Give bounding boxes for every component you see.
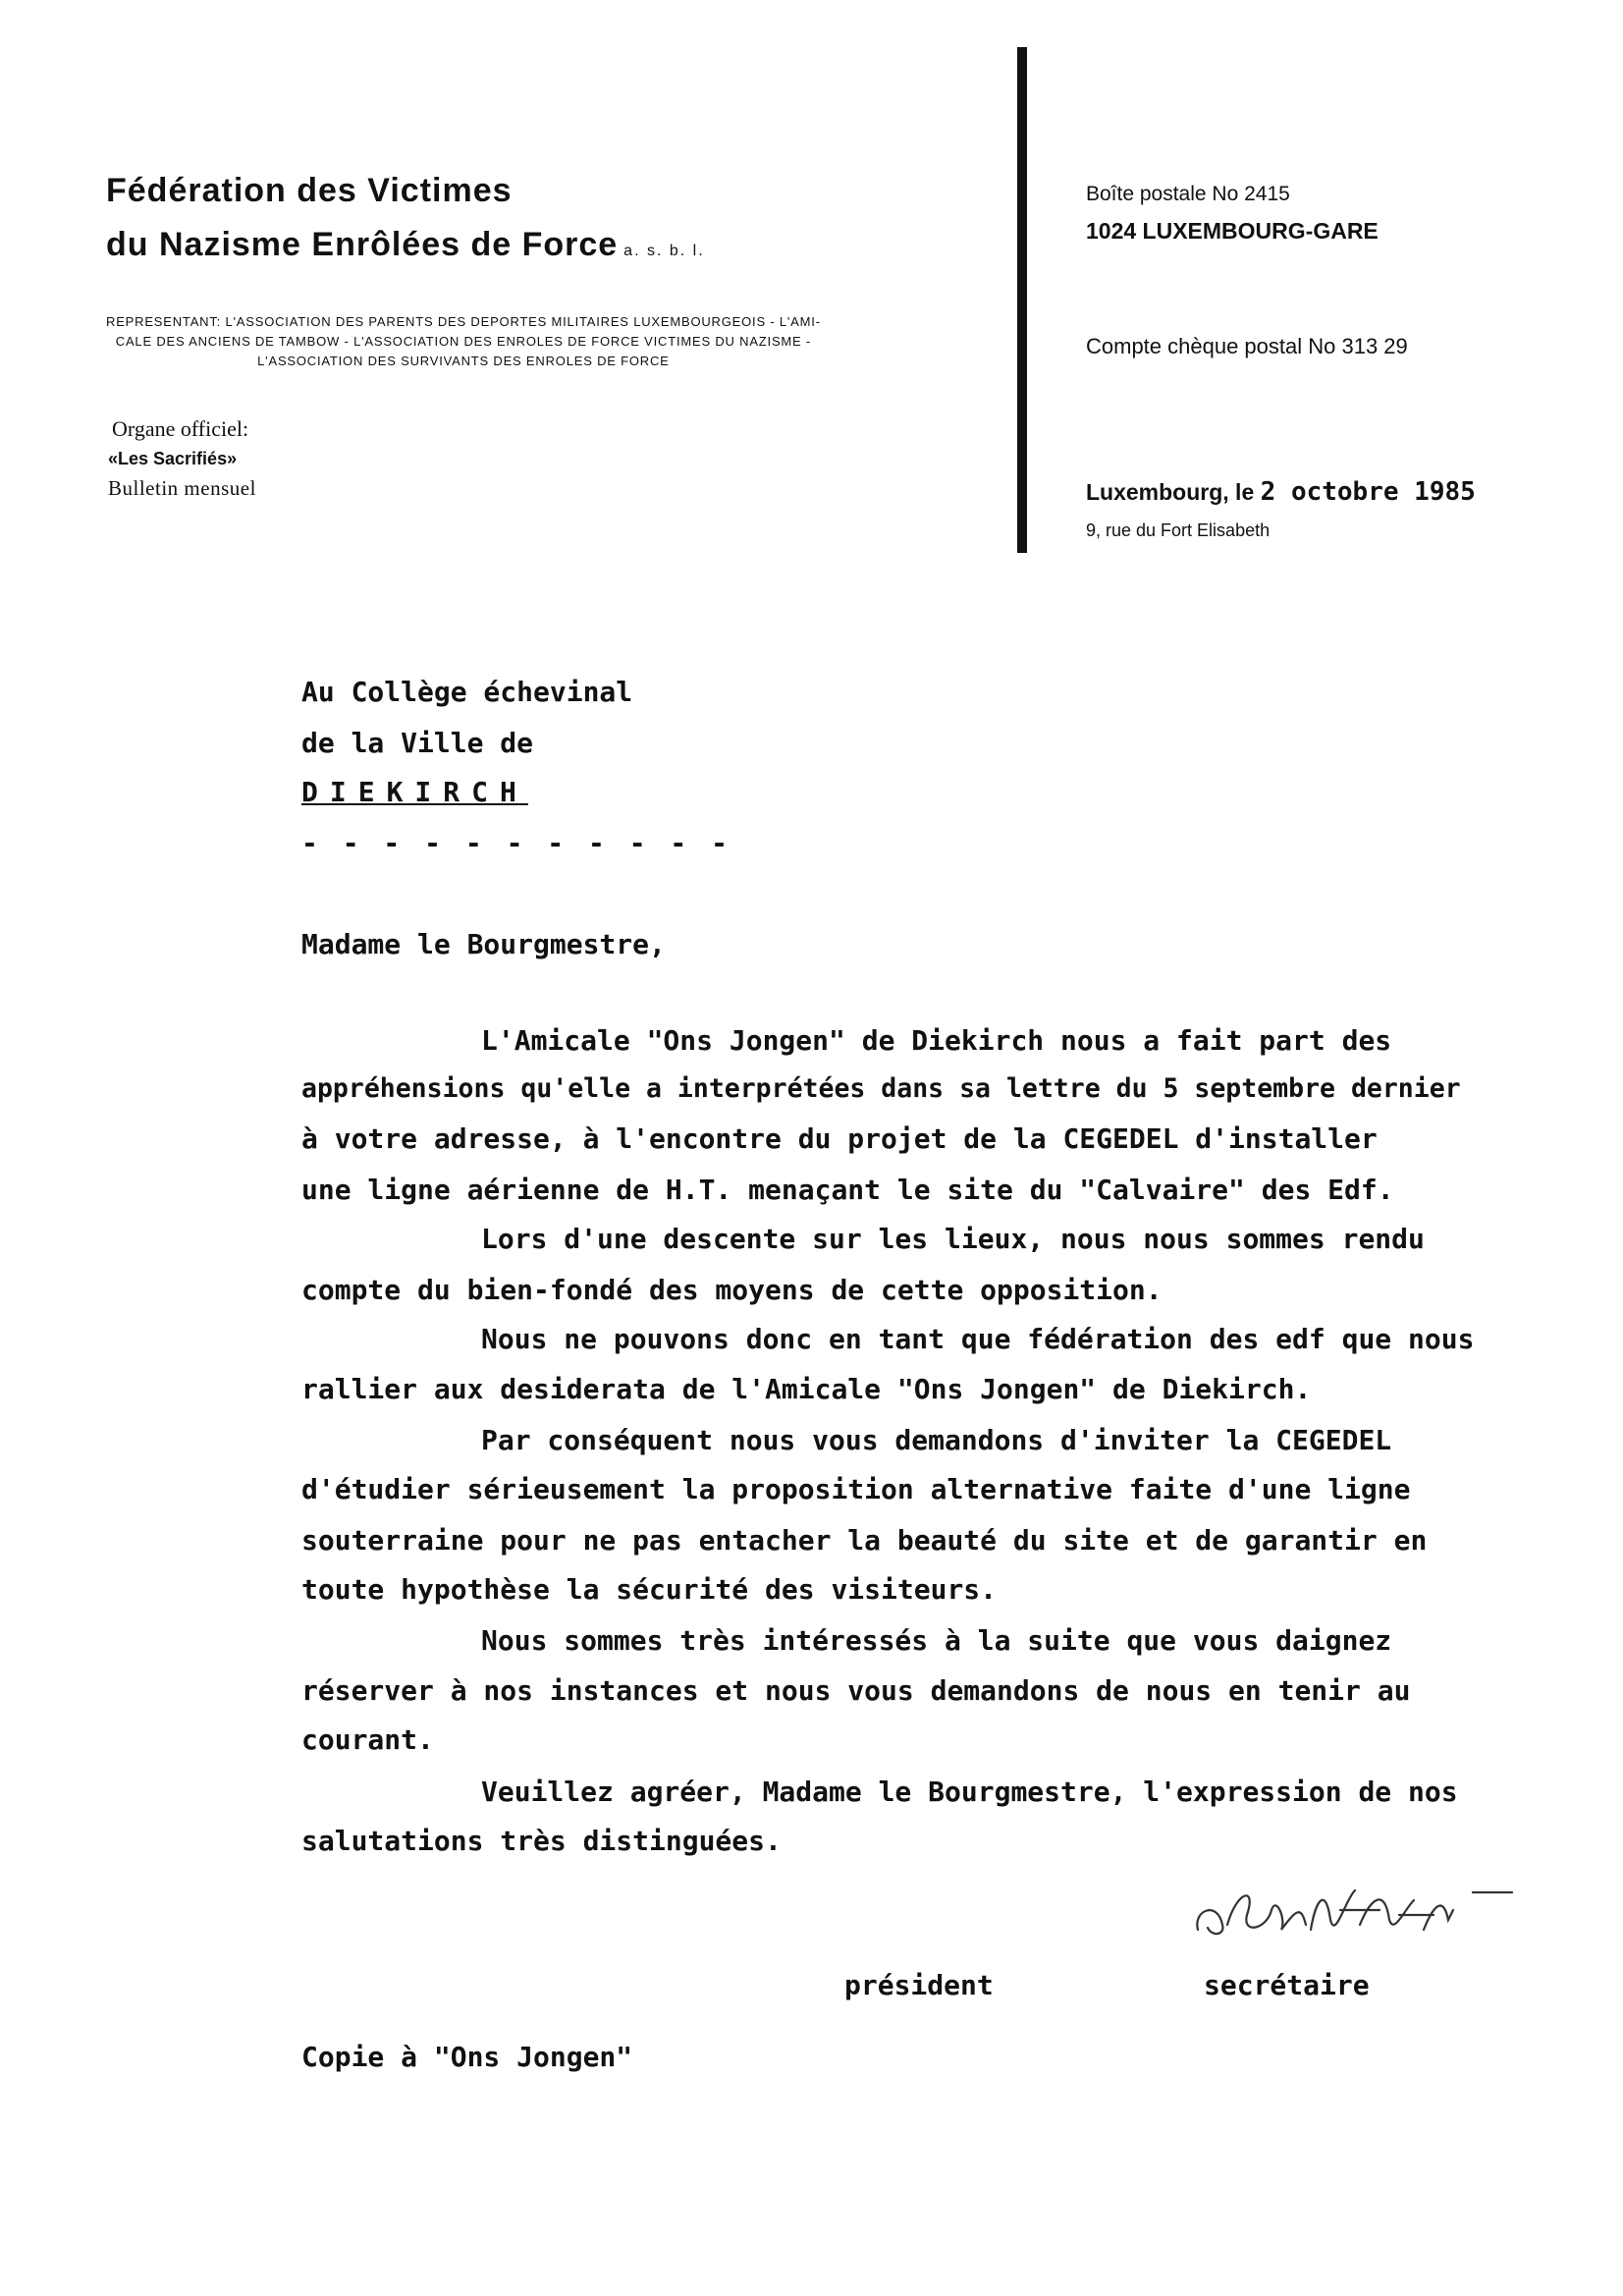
body-line: une ligne aérienne de H.T. menaçant le site du "Calvaire" des Edf. bbox=[301, 1174, 1394, 1206]
publication-frequency: Bulletin mensuel bbox=[108, 476, 256, 500]
recipient-city: DIEKIRCH bbox=[301, 776, 528, 808]
body-line: Nous sommes très intéressés à la suite que vous daignez bbox=[481, 1624, 1392, 1657]
body-line: souterraine pour ne pas entacher la beauté du site et de garantir en bbox=[301, 1524, 1428, 1557]
body-line: compte du bien-fondé des moyens de cette opposition. bbox=[301, 1274, 1163, 1306]
organe-officiel-label: Organe officiel: bbox=[112, 416, 249, 441]
body-line: L'Amicale "Ons Jongen" de Diekirch nous a fait part des bbox=[481, 1024, 1392, 1057]
representant-line: CALE DES ANCIENS DE TAMBOW - L'ASSOCIATION DES ENROLES DE FORCE VICTIMES DU NAZISME - bbox=[115, 334, 812, 349]
copy-notice: Copie à "Ons Jongen" bbox=[301, 2041, 633, 2073]
salutation: Madame le Bourgmestre, bbox=[301, 928, 666, 960]
organization-name-line2-text: du Nazisme Enrôlées de Force bbox=[106, 226, 619, 263]
body-line: Par conséquent nous vous demandons d'inviter la CEGEDEL bbox=[481, 1424, 1392, 1456]
body-line: toute hypothèse la sécurité des visiteurs. bbox=[301, 1573, 998, 1606]
body-line: rallier aux desiderata de l'Amicale "Ons Jongen" de Diekirch. bbox=[301, 1373, 1312, 1405]
place-date bbox=[1086, 477, 1476, 507]
handwritten-signature bbox=[1188, 1881, 1522, 1949]
postal-account: Compte chèque postal No 313 29 bbox=[1086, 334, 1408, 358]
body-line: appréhensions qu'elle a interprétées dans sa lettre du 5 septembre dernier bbox=[301, 1073, 1461, 1104]
postal-city: 1024 LUXEMBOURG-GARE bbox=[1086, 218, 1379, 244]
body-line: d'étudier sérieusement la proposition alternative faite d'une ligne bbox=[301, 1473, 1411, 1505]
place-label: Luxembourg, le bbox=[1086, 479, 1255, 505]
body-line: réserver à nos instances et nous vous demandons de nous en tenir au bbox=[301, 1674, 1411, 1707]
recipient-line2: de la Ville de bbox=[301, 727, 534, 759]
body-line: Nous ne pouvons donc en tant que fédération des edf que nous bbox=[481, 1323, 1475, 1355]
body-line: Veuillez agréer, Madame le Bourgmestre, l'expression de nos bbox=[481, 1776, 1458, 1808]
body-line: Lors d'une descente sur les lieux, nous nous sommes rendu bbox=[481, 1223, 1425, 1255]
organization-name-line1: Fédération des Victimes bbox=[106, 172, 513, 209]
header-divider bbox=[1017, 47, 1027, 553]
representant-line: L'ASSOCIATION DES SURVIVANTS DES ENROLES DE FORCE bbox=[257, 354, 670, 368]
body-line: courant. bbox=[301, 1723, 434, 1756]
postal-box: Boîte postale No 2415 bbox=[1086, 183, 1290, 205]
publication-title: «Les Sacrifiés» bbox=[108, 449, 238, 468]
organization-name-line2 bbox=[106, 226, 705, 264]
body-line: salutations très distinguées. bbox=[301, 1825, 782, 1857]
representant-block bbox=[106, 312, 821, 371]
organization-legal-suffix: a. s. b. l. bbox=[623, 243, 705, 259]
representant-line: REPRESENTANT: L'ASSOCIATION DES PARENTS DES DEPORTES MILITAIRES LUXEMBOURGEOIS - L'AMI- bbox=[106, 314, 821, 329]
recipient-line1: Au Collège échevinal bbox=[301, 676, 633, 708]
body-line: à votre adresse, à l'encontre du projet de la CEGEDEL d'installer bbox=[301, 1122, 1378, 1155]
letter-date: 2 octobre 1985 bbox=[1260, 477, 1476, 507]
secretary-signature-label: secrétaire bbox=[1204, 1969, 1370, 2001]
street-address: 9, rue du Fort Elisabeth bbox=[1086, 520, 1271, 540]
president-signature-label: président bbox=[844, 1969, 994, 2001]
recipient-underline-dashes: - - - - - - - - - - - bbox=[301, 827, 732, 859]
